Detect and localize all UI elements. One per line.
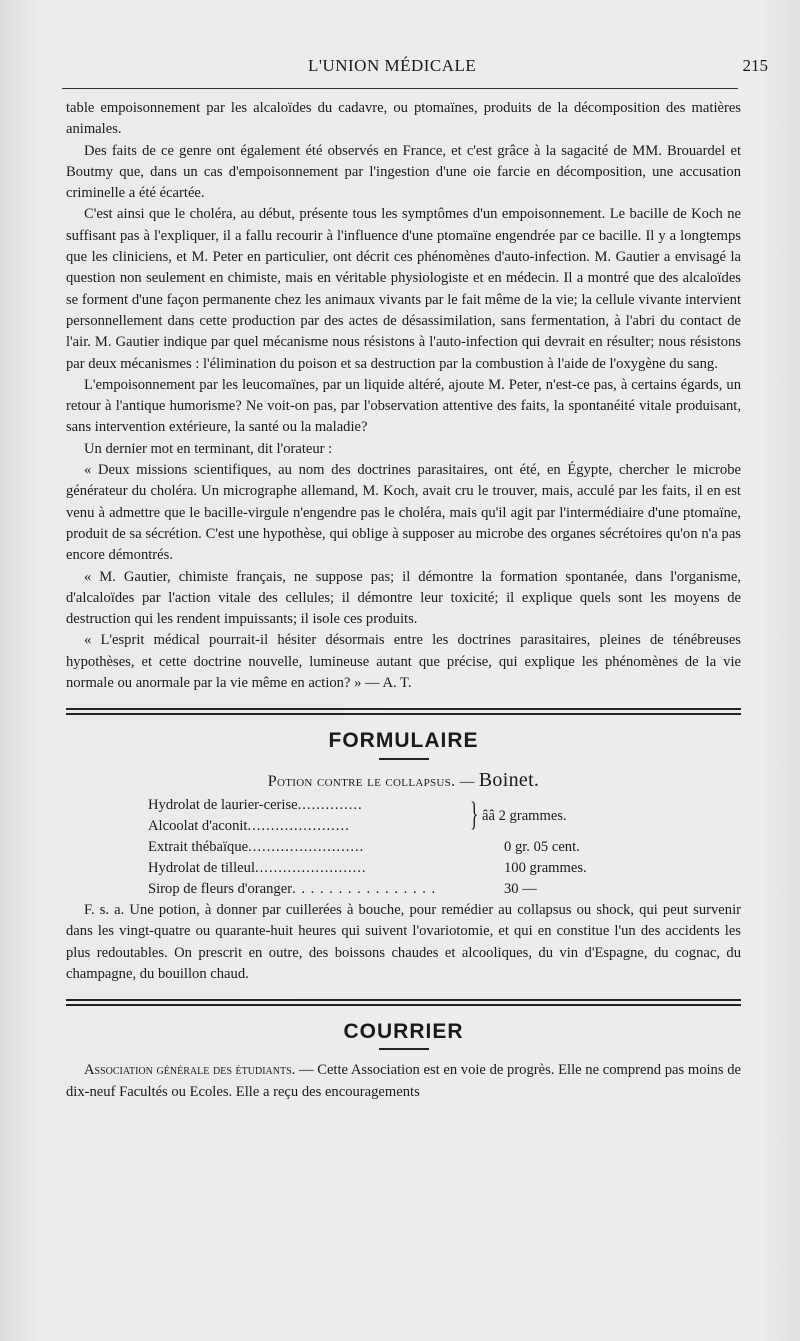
ingredient-name: Hydrolat de tilleul........................: [148, 859, 367, 876]
recipe-ingredients: [148, 795, 628, 900]
page-body: [66, 98, 741, 1103]
heading-underline: [379, 1048, 429, 1050]
courrier-text: — Cette Association est en voie de progrès. Elle ne comprend pas moins de dix-neuf Facultés ou Ecoles. Elle a reçu des encouragements: [66, 1062, 741, 1100]
ingredient-quantity: 0 gr. 05 cent.: [504, 838, 580, 855]
ingredient-name: Alcoolat d'aconit......................: [148, 817, 350, 834]
heading-underline: [379, 758, 429, 760]
page-number: 215: [742, 56, 768, 75]
recipe-author: Boinet.: [478, 768, 540, 791]
recipe-name: Potion contre le collapsus.: [267, 772, 456, 790]
ingredient-row: [148, 858, 628, 879]
header-rule: [62, 88, 738, 89]
journal-title: L'UNION MÉDICALE: [308, 56, 477, 75]
formulaire-heading: FORMULAIRE: [328, 729, 479, 753]
article-paragraph: « M. Gautier, chimiste français, ne suppose pas; il démontre la formation spontanée, dans l'organisme, d'alcaloïdes par l'action vitale des cellules; il démontre leur toxicité; il explique quels sont les moyens de destruction qui les rendent impuissants; il isole ces produits.: [66, 568, 741, 628]
ingredient-row: [148, 837, 628, 858]
article-paragraph: table empoisonnement par les alcaloïdes du cadavre, ou ptomaïnes, produits de la décomposition des matières animales.: [66, 100, 741, 138]
ingredient-row: [148, 879, 628, 900]
article-paragraph: « Deux missions scientifiques, au nom des doctrines parasitaires, ont été, en Égypte, chercher le microbe générateur du choléra. Un micrographe allemand, M. Koch, avait cru le trouver, mais, acculé par les faits, il en est venu à admettre que le bacille-virgule n'engendre pas le choléra, mais qu'il agit par l'intermédiaire d'une ptomaïne, produit de sa sécrétion. C'est une hypothèse, qui oblige à supposer au microbe des organes sécrétoires qu'on n'a pas encore démontrés.: [66, 462, 741, 564]
section-divider: [66, 999, 741, 1007]
article-paragraph: C'est ainsi que le choléra, au début, présente tous les symptômes d'un empoisonnement. Le bacille de Koch ne suffisant pas à l'expliquer, il a fallu recourir à l'influence d'une ptomaïne engendrée par ce bacille. Il y a longtemps que les cliniciens, et M. Peter en particulier, ont décrit ces phénomènes d'auto-infection. M. Gautier a envisagé la question non seulement en chimiste, mais en véritable physiologiste et en médecin. Il a montré que des alcaloïdes se forment d'une façon permanente chez les animaux vivants par le fait même de la vie; la cellule vivante intervient personnellement dans cette production par des actes de désassimilation, sans fermentation, à l'abri du contact de l'air. M. Gautier indique par quel mécanisme nous résistons à l'auto-infection qui devrait en résulter; nous résistons par deux mécanismes : l'élimination du poison et sa destruction par la combustion à l'aide de l'oxygène du sang.: [66, 206, 741, 372]
shared-quantity: ââ 2 grammes.: [482, 807, 567, 824]
ingredient-name: Sirop de fleurs d'oranger. . . . . . . . . . . . . . . .: [148, 880, 437, 897]
ingredient-quantity: 30 —: [504, 880, 537, 897]
recipe-dash: —: [455, 773, 479, 790]
article-paragraph: Des faits de ce genre ont également été observés en France, et c'est grâce à la sagacité de MM. Brouardel et Boutmy que, dans un cas d'empoisonnement par l'ingestion d'une oie farcie en décomposition, une accusation criminelle a été écartée.: [66, 142, 741, 202]
brace: }: [470, 795, 479, 833]
association-label: Association générale des étudiants.: [84, 1062, 296, 1079]
ingredient-quantity: 100 grammes.: [504, 859, 587, 876]
ingredient-name: Hydrolat de laurier-cerise..............: [148, 796, 363, 813]
recipe-title: [66, 770, 741, 793]
recipe-note: F. s. a. Une potion, à donner par cuillerées à bouche, pour remédier au collapsus ou shock, qui peut survenir dans les vingt-quatre ou quarante-huit heures qui suivent l'ovariotomie, et qui en constitue l'un des accidents les plus redoutables. On prescrit en outre, des boissons chaudes et alcooliques, du vin d'Espagne, du cognac, du champagne, du bouillon chaud.: [66, 901, 741, 982]
article-paragraph: L'empoisonnement par les leucomaïnes, par un liquide altéré, ajoute M. Peter, n'est-ce pas, à certains égards, un retour à l'antique humorisme? Ne voit-on pas, par l'observation attentive des faits, la spontanéité vitale produisant, sans intervention extérieure, la santé ou la maladie?: [66, 376, 741, 436]
article-paragraph: Un dernier mot en terminant, dit l'orateur :: [84, 440, 333, 457]
ingredient-name: Extrait thébaïque.........................: [148, 838, 365, 855]
section-divider: [66, 708, 741, 716]
running-head: [60, 56, 770, 80]
courrier-paragraph: [66, 1060, 741, 1103]
courrier-heading: COURRIER: [343, 1020, 464, 1044]
article-paragraph: « L'esprit médical pourrait-il hésiter désormais entre les doctrines parasitaires, pleines de ténébreuses hypothèses, et cette doctrine nouvelle, lumineuse autant que précise, qui explique les phénomènes de la vie normale ou anormale par la vie même en action? » — A. T.: [66, 632, 741, 692]
